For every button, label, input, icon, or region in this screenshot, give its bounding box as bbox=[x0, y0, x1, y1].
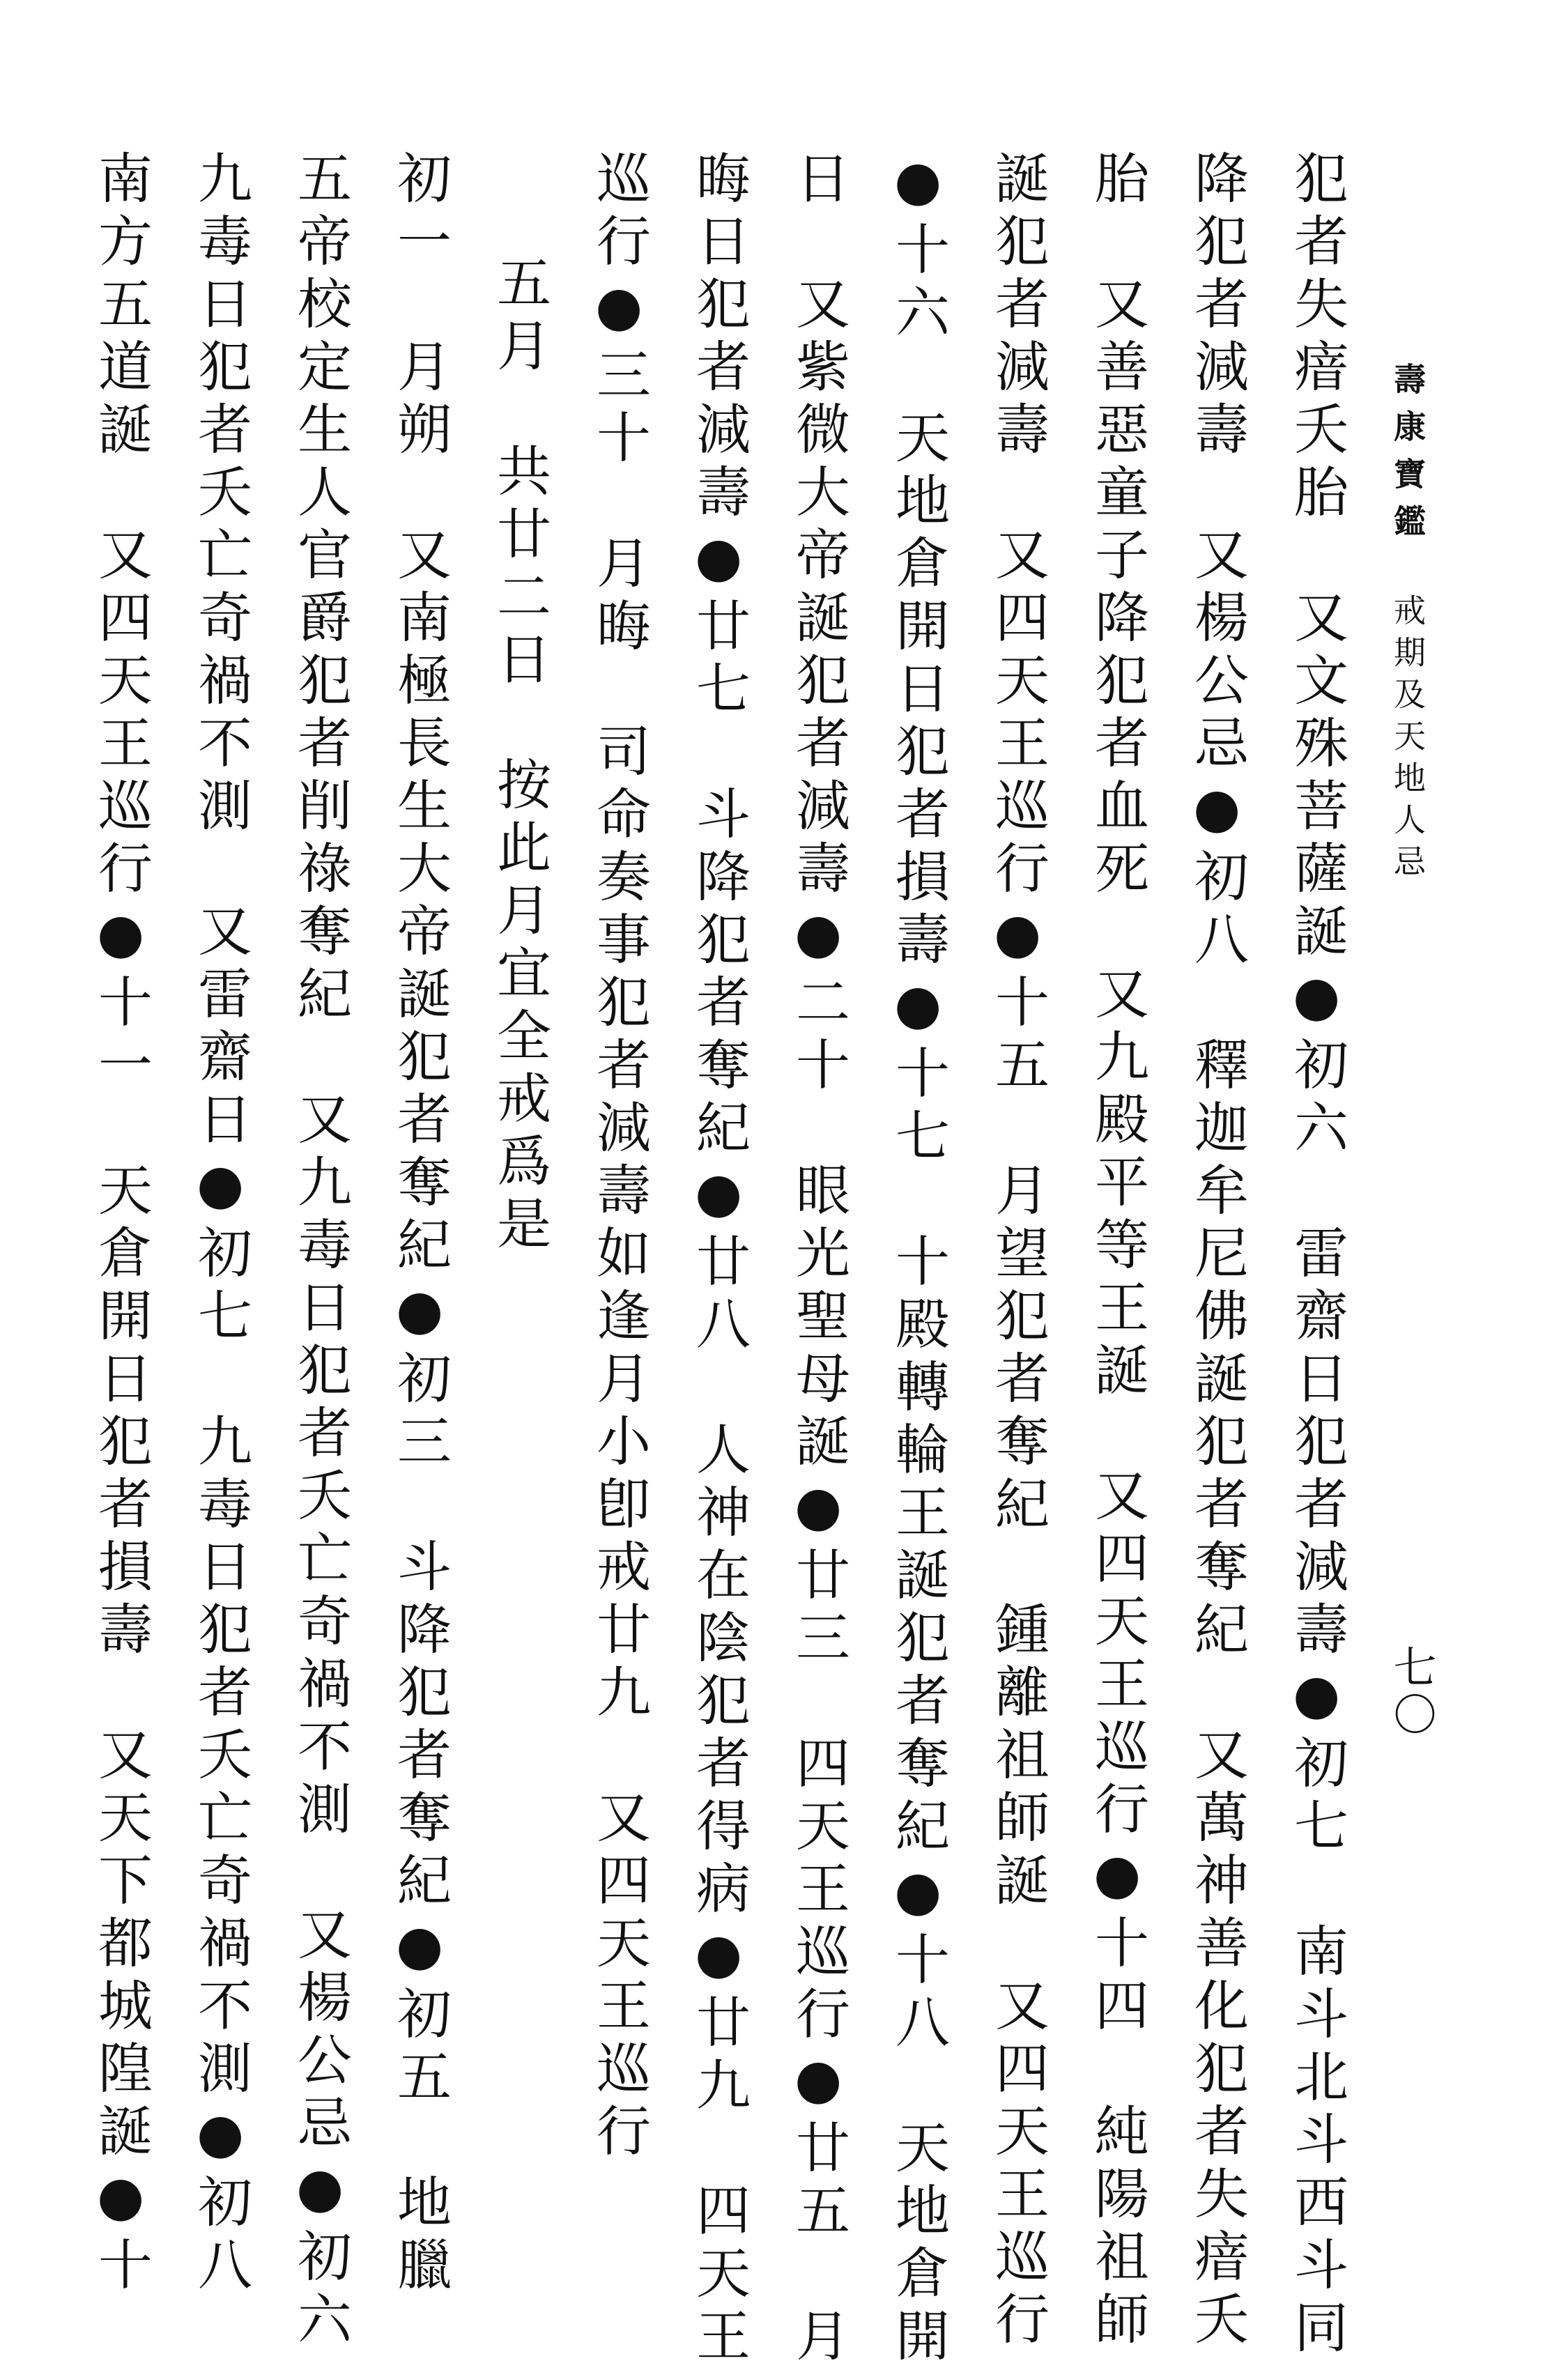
text-column-3: 胎 又善惡童子降犯者血死 又九殿平等王誕 又四天王巡行●十四 純陽祖師 bbox=[1086, 150, 1148, 2353]
text-column-1: 犯者失瘖夭胎 又文殊菩薩誕●初六 雷齋日犯者減壽●初七 南斗北斗西斗同 bbox=[1285, 150, 1348, 2362]
header-gap bbox=[1438, 552, 1439, 594]
text-column-5: ●十六 天地倉開日犯者損壽●十七 十殿轉輪王誕犯者奪紀●十八 天地倉開 bbox=[886, 150, 949, 2370]
text-column-13: 南方五道誕 又四天王巡行●十一 天倉開日犯者損壽 又天下都城隍誕●十 bbox=[89, 150, 152, 2299]
section-title: 戒期及天地人忌 bbox=[1389, 594, 1427, 886]
month-heading: 五月 共廿二日 按此月宜全戒爲是 bbox=[488, 254, 551, 1258]
body-text bbox=[89, 150, 1366, 2370]
text-column-4: 誕犯者減壽 又四天王巡行●十五 月望犯者奪紀 鍾離祖師誕 又四天王巡行 bbox=[986, 150, 1049, 2353]
page-number: 七〇 bbox=[1386, 1645, 1437, 1739]
text-column-10: 初一 月朔 又南極長生大帝誕犯者奪紀●初三 斗降犯者奪紀●初五 地臘 bbox=[388, 150, 451, 2299]
text-column-11: 五帝校定生人官爵犯者削祿奪紀 又九毒日犯者夭亡奇禍不測 又楊公忌●初六 bbox=[289, 150, 351, 2353]
text-column-6: 日 又紫微大帝誕犯者減壽●二十 眼光聖母誕●廿三 四天王巡行●廿五 月 bbox=[787, 150, 850, 2370]
text-column-12: 九毒日犯者夭亡奇禍不測 又雷齋日●初七 九毒日犯者夭亡奇禍不測●初八 bbox=[189, 150, 252, 2299]
text-column-2: 降犯者減壽 又楊公忌●初八 釋迦牟尼佛誕犯者奪紀 又萬神善化犯者失瘖夭 bbox=[1185, 150, 1248, 2353]
running-header bbox=[1376, 362, 1439, 990]
text-column-8: 巡行●三十 月晦 司命奏事犯者減壽如逢月小卽戒廿九 又四天王巡行 bbox=[587, 150, 650, 2165]
text-column-7: 晦日犯者減壽●廿七 斗降犯者奪紀●廿八 人神在陰犯者得病●廿九 四天王 bbox=[687, 150, 750, 2370]
book-title: 壽康寶鑑 bbox=[1389, 362, 1427, 552]
